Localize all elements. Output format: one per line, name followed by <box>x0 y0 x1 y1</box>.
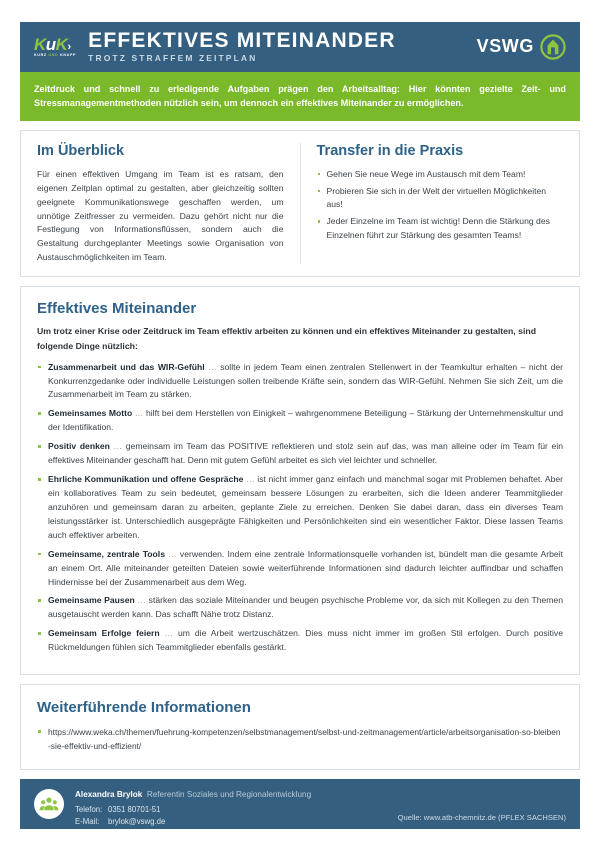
kuk-logo-u: u <box>45 35 56 55</box>
main-list-item-text: stärken das soziale Miteinander und beugen psychische Probleme vor, da sich mit Kollegen zu den Themen ausgetauscht werden kann. Das schafft Nähe trotz Distanz. <box>48 595 563 620</box>
document-header <box>20 22 580 72</box>
header-title-group <box>88 30 476 63</box>
contact-phone-label: Telefon: <box>75 805 103 815</box>
overview-column <box>21 143 301 264</box>
transfer-list-item: Gehen Sie neue Wege im Austausch mit dem Team! <box>317 168 564 182</box>
document-footer <box>20 779 580 829</box>
main-list-item <box>37 548 563 590</box>
contact-email-label: E-Mail: <box>75 816 100 826</box>
main-list-item <box>37 594 563 622</box>
kuk-tagline-und: UND <box>48 53 59 58</box>
main-list-item-term: Gemeinsames Motto <box>48 408 133 419</box>
main-list-item-text: gemeinsam im Team das POSITIVE reflektieren und stolz sein auf das, was man alleine oder im Team für ein effektives Miteinander geschafft hat. Denn mit gutem Gefühl arbeitet es sich viel leichter und schneller. <box>48 441 564 466</box>
vswg-logo <box>477 34 566 60</box>
main-section-list <box>37 361 563 656</box>
main-list-item-text: verwenden. Indem eine zentrale Informationsquelle vorhanden ist, bündelt man die gesamte Arbeit an einem Ort. Alle miteinander geteilten Dateien sowie weiterführende Informationen sind dadurch leichter auffindbar und schaffen Hindernisse bei der Zusammenarbeit aus dem Weg. <box>48 548 564 587</box>
further-info-title: Weiterführende Informationen <box>37 699 251 717</box>
source-note: Quelle: www.atb-chemnitz.de (PFLEX SACHSEN) <box>397 813 566 823</box>
kuk-logo-k2: K <box>55 35 68 55</box>
kuk-logo-tagline <box>34 54 76 58</box>
contact-block <box>75 781 387 827</box>
main-list-item-text: sollte in jedem Team einen zentralen Stellenwert in der Teamkultur erhalten – nicht der Konkurrenzgedanke oder individuelle Leistungen sollen treibende Kräfte sein, sondern das WIR-Gefühl. Nehmen Sie sich Zeit, um die Zusammenarbeit im Team zu stärken. <box>48 361 563 400</box>
overview-title: Im Überblick <box>37 143 125 160</box>
vswg-logo-text: VSWG <box>476 36 534 57</box>
contact-role: Referentin Soziales und Regionalentwicklung <box>146 790 312 800</box>
kuk-logo <box>34 36 76 58</box>
transfer-title: Transfer in die Praxis <box>316 143 464 160</box>
transfer-list-item: Probieren Sie sich in der Welt der virtuellen Möglichkeiten aus! <box>317 185 564 213</box>
main-list-item-term: Gemeinsame Pausen <box>48 595 135 606</box>
kuk-tagline-knapp: KNAPP <box>60 53 77 58</box>
main-list-item-term: Zusammenarbeit und das WIR-Gefühl <box>48 361 205 372</box>
main-list-item <box>37 361 563 403</box>
page-title: EFFEKTIVES MITEINANDER <box>88 29 396 53</box>
contact-email-value[interactable]: brylok@vswg.de <box>108 816 166 826</box>
main-list-item-term: Ehrliche Kommunikation und offene Gespräche <box>48 474 244 485</box>
main-list-item-dots: … <box>132 408 146 419</box>
further-info-card <box>20 684 580 770</box>
contact-phone-value: 0351 80701-51 <box>108 805 161 815</box>
people-group-icon <box>39 794 59 814</box>
main-list-item-term: Gemeinsame, zentrale Tools <box>48 548 165 559</box>
main-list-item-text: ist nicht immer ganz einfach und manchmal sogar mit Problemen behaftet. Aber ein kollaboratives Team zu sein bedeutet, gemeinsam bessere Lösungen zu erarbeiten, sich die Ideen anderer Teammitglieder anzuhören und gemeinsam daran zu arbeiten, geplante Ziele zu erreichen. Denken Sie dabei daran, dass ein diverses Team leistungsstärker ist. Unterschiedlich ausgeprägte Fähigkeiten und Persönlichkeiten sind ein wesentlicher Faktor. Diese lassen Teams auch effektiver arbeiten. <box>48 474 563 540</box>
contact-name: Alexandra Brylok <box>75 790 143 800</box>
transfer-column <box>301 143 580 264</box>
main-content-card <box>20 286 580 675</box>
main-list-item-term: Gemeinsam Erfolge feiern <box>48 628 160 639</box>
contact-email-row <box>75 816 387 827</box>
main-section-lead: Um trotz einer Krise oder Zeitdruck im Team effektiv arbeiten zu können und ein effektives Miteinander zu gestalten, sind folgende Dinge nützlich: <box>37 326 536 351</box>
main-section-title: Effektives Miteinander <box>37 300 197 318</box>
main-list-item-dots: … <box>204 361 221 372</box>
main-list-item-text: um die Arbeit wertzuschätzen. Dies muss nicht immer im großen Stil erfolgen. Durch positive Rückmeldungen fühlen sich Teammitglieder ebenfalls gestärkt. <box>48 628 563 653</box>
main-list-item <box>37 627 563 655</box>
intro-banner <box>20 72 580 122</box>
main-list-item <box>37 473 563 543</box>
overview-body: Für einen effektiven Umgang im Team ist es ratsam, den eigenen Zeitplan optimal zu gestalten, aber gleichzeitig sollten geeignete Kommunikationswege geschaffen werden, um unnötige Zeitfresser zu vermeiden. Dazu gehört nicht nur die Festlegung von Informationsflüssen, sondern auch die Gestaltung durchgeplanter Meetings sowie Organisation von Austauschmöglichkeiten im Team. <box>37 168 284 263</box>
contact-name-row <box>75 781 387 804</box>
main-list-item <box>37 440 563 468</box>
transfer-list-item: Jeder Einzelne im Team ist wichtig! Denn die Stärkung des Einzelnen führt zur Stärkung des gesamten Teams! <box>317 215 564 243</box>
main-list-item-dots: … <box>134 595 149 606</box>
main-list-item <box>37 407 563 435</box>
main-list-item-dots: … <box>109 441 126 452</box>
kuk-logo-k1: K <box>34 35 46 55</box>
vswg-house-circle-icon <box>540 34 566 60</box>
main-list-item-dots: … <box>243 474 258 485</box>
summary-card <box>20 130 580 277</box>
further-info-list <box>37 725 563 753</box>
kuk-logo-chevron-icon: › <box>67 41 71 54</box>
main-list-item-dots: … <box>159 628 179 639</box>
main-list-item-dots: … <box>164 548 180 559</box>
kuk-tagline-kurz: KURZ <box>34 53 47 58</box>
transfer-list <box>317 168 564 243</box>
main-list-item-term: Positiv denken <box>48 441 110 452</box>
kuk-logo-wordmark <box>34 36 71 53</box>
page-subtitle: TROTZ STRAFFEM ZEITPLAN <box>88 53 258 64</box>
further-info-link[interactable]: https://www.weka.ch/themen/fuehrung-kompetenzen/selbstmanagement/selbst-und-zeitmanagement/article/arbeitsorganisation-so-bleiben-sie-effektiv-und-effizient/ <box>37 725 563 753</box>
contact-phone-row <box>75 804 387 815</box>
avatar <box>34 789 64 819</box>
main-list-item-text: hilft bei dem Herstellen von Einigkeit – wahrgenommene Beteiligung – Stärkung der Unternehmenskultur und der Identifikation. <box>48 408 563 433</box>
intro-text: Zeitdruck und schnell zu erledigende Aufgaben prägen den Arbeitsalltag: Hier könnten gezielte Zeit- und Stressmanagementmethoden nützlich sein, um dennoch ein effektives Miteinander zu ermöglichen. <box>34 83 566 109</box>
